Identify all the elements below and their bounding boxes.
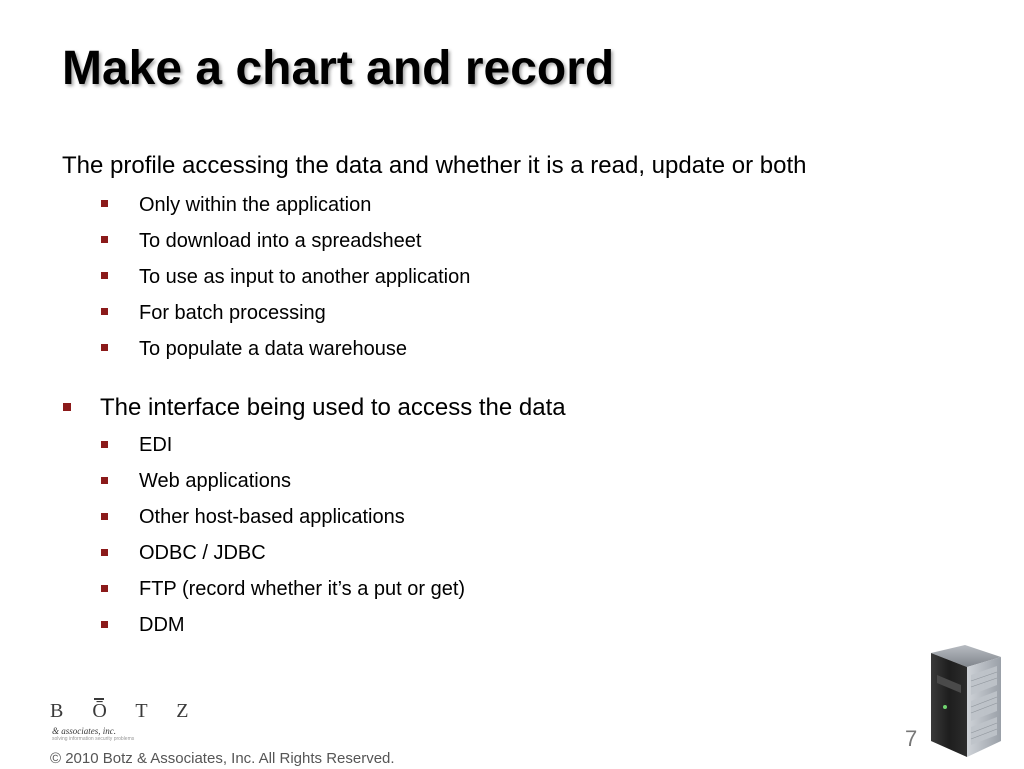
list-item: Only within the application — [139, 194, 372, 216]
server-tower-icon — [925, 645, 1005, 760]
list-item: To populate a data warehouse — [139, 338, 407, 360]
square-bullet-icon — [101, 513, 108, 520]
logo-letters: B Ō T Z — [50, 700, 201, 722]
square-bullet-icon — [101, 621, 108, 628]
logo-subtitle: & associates, inc. — [52, 726, 116, 736]
list-item: Other host-based applications — [139, 506, 405, 528]
list-item: To download into a spreadsheet — [139, 230, 422, 252]
list-item: ODBC / JDBC — [139, 542, 266, 564]
square-bullet-icon — [63, 403, 71, 411]
square-bullet-icon — [101, 272, 108, 279]
lead-text: The profile accessing the data and whether it is a read, update or both — [62, 152, 807, 179]
square-bullet-icon — [101, 200, 108, 207]
square-bullet-icon — [101, 549, 108, 556]
list-item: To use as input to another application — [139, 266, 471, 288]
section-heading: The interface being used to access the data — [100, 394, 566, 421]
list-item: Web applications — [139, 470, 291, 492]
slide-title: Make a chart and record — [62, 42, 615, 95]
square-bullet-icon — [101, 477, 108, 484]
copyright-footer: © 2010 Botz & Associates, Inc. All Rights Reserved. — [50, 750, 395, 767]
company-logo — [50, 700, 201, 746]
list-item: FTP (record whether it’s a put or get) — [139, 578, 466, 600]
square-bullet-icon — [101, 441, 108, 448]
page-number: 7 — [905, 726, 918, 751]
list-item: For batch processing — [139, 302, 326, 324]
square-bullet-icon — [101, 344, 108, 351]
list-item: DDM — [139, 614, 185, 636]
square-bullet-icon — [101, 585, 108, 592]
logo-tagline: solving information security problems — [52, 736, 135, 742]
square-bullet-icon — [101, 236, 108, 243]
list-item: EDI — [139, 434, 173, 456]
square-bullet-icon — [101, 308, 108, 315]
